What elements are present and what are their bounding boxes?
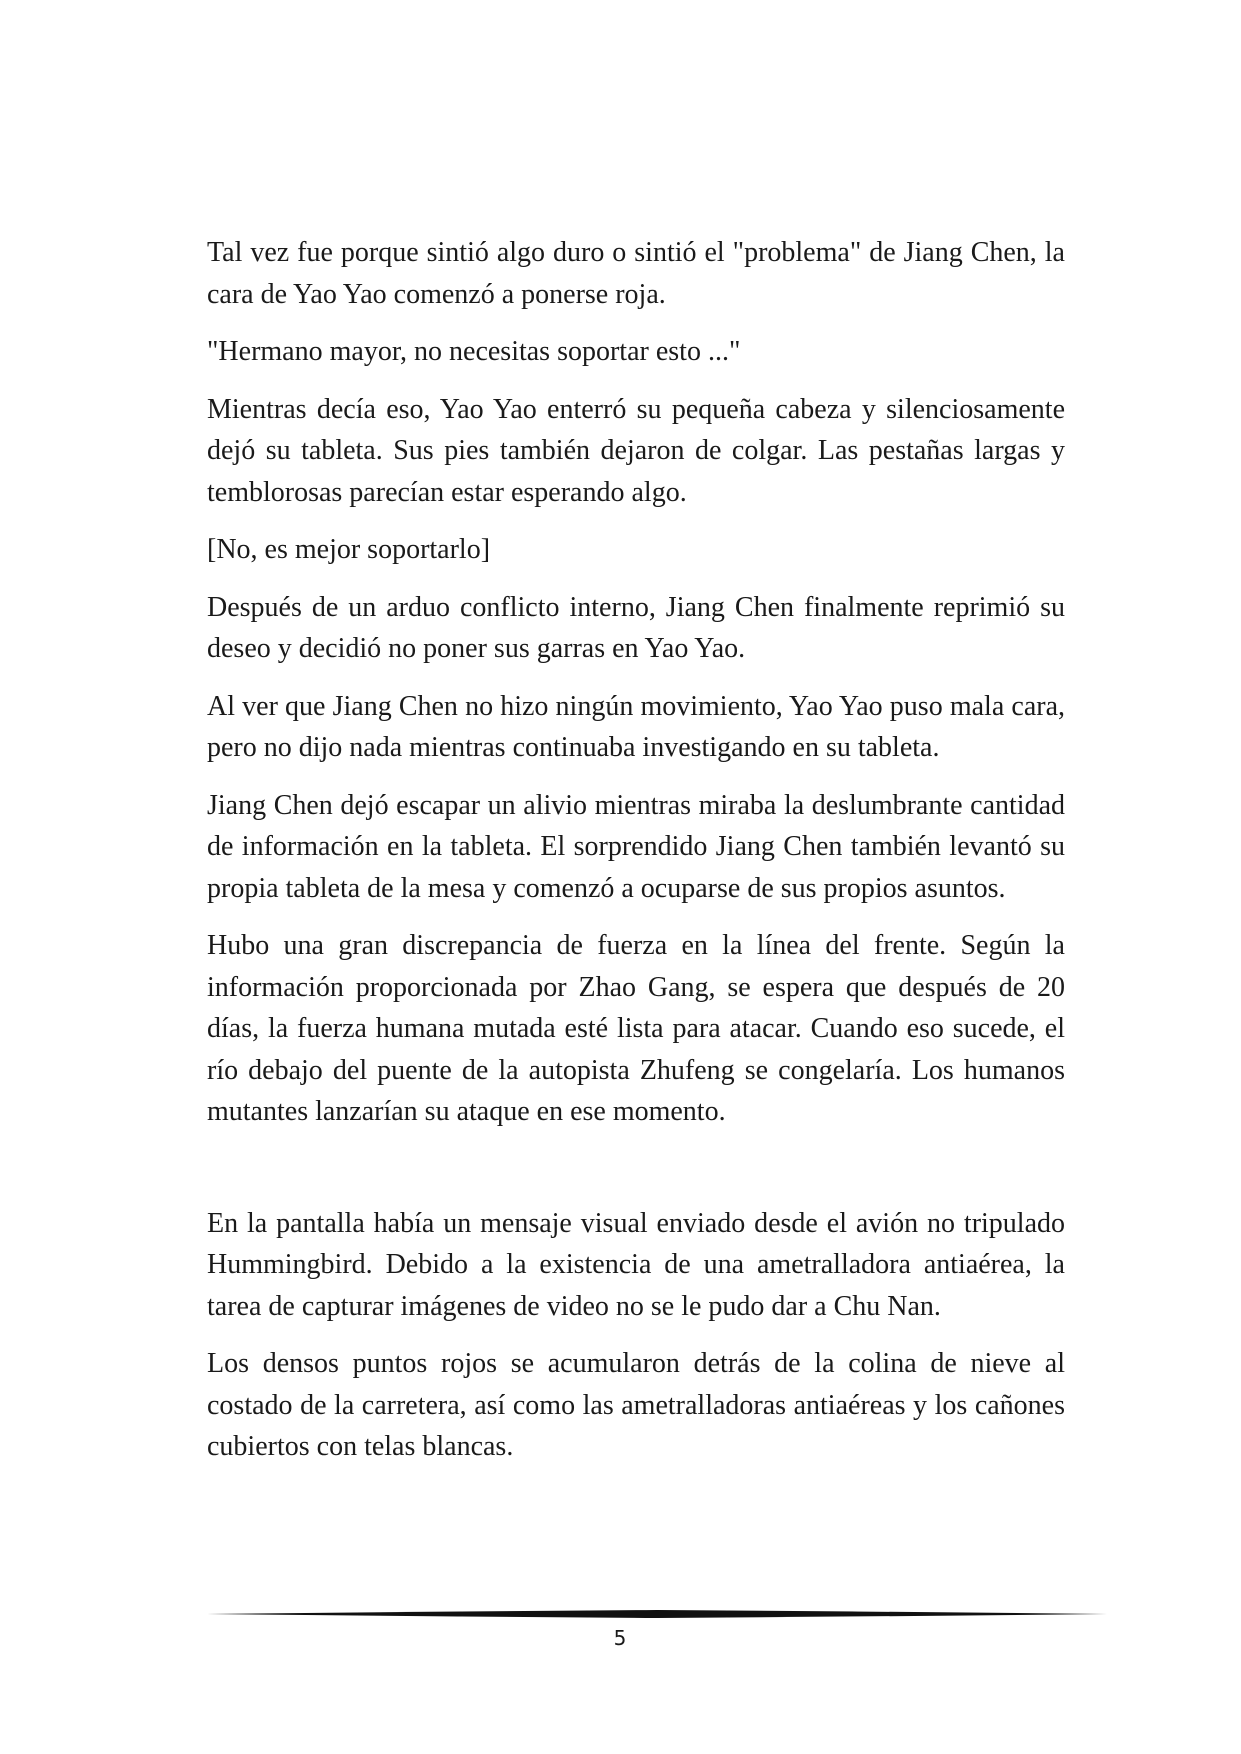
- paragraph: En la pantalla había un mensaje visual enviado desde el avión no tripulado Hummingbird. Debido a la existencia de una ametralladora antiaérea, la tarea de capturar imágenes de video no se le pudo dar a Chu Nan.: [207, 1207, 1065, 1322]
- footer-rule: [207, 1606, 1107, 1622]
- page-number: 5: [613, 1626, 627, 1650]
- section-break: [207, 1149, 1065, 1203]
- paragraph: Mientras decía eso, Yao Yao enterró su pequeña cabeza y silenciosamente dejó su tableta. Sus pies también dejaron de colgar. Las pestañas largas y temblorosas parecían estar esperando algo.: [207, 393, 1065, 508]
- paragraph: Tal vez fue porque sintió algo duro o sintió el "problema" de Jiang Chen, la cara de Yao Yao comenzó a ponerse roja.: [207, 237, 1065, 310]
- paragraph: [No, es mejor soportarlo]: [207, 534, 491, 565]
- paragraph: Los densos puntos rojos se acumularon detrás de la colina de nieve al costado de la carretera, así como las ametralladoras antiaéreas y los cañones cubiertos con telas blancas.: [207, 1348, 1065, 1462]
- paragraph: Jiang Chen dejó escapar un alivio mientras miraba la deslumbrante cantidad de información en la tableta. El sorprendido Jiang Chen también levantó su propia tableta de la mesa y comenzó a ocuparse de sus propios asuntos.: [207, 789, 1065, 904]
- paragraph: Al ver que Jiang Chen no hizo ningún movimiento, Yao Yao puso mala cara, pero no dijo nada mientras continuaba investigando en su tableta.: [207, 690, 1065, 763]
- paragraph: Hubo una gran discrepancia de fuerza en la línea del frente. Según la información proporcionada por Zhao Gang, se espera que después de 20 días, la fuerza humana mutada esté lista para atacar. Cuando eso sucede, el río debajo del puente de la autopista Zhufeng se congelaría. Los humanos mutantes lanzarían su ataque en ese momento.: [207, 930, 1065, 1127]
- body-text: [207, 232, 1065, 1484]
- paragraph: Después de un arduo conflicto interno, Jiang Chen finalmente reprimió su deseo y decidió no poner sus garras en Yao Yao.: [207, 591, 1065, 664]
- paragraph: "Hermano mayor, no necesitas soportar esto ...": [207, 336, 741, 367]
